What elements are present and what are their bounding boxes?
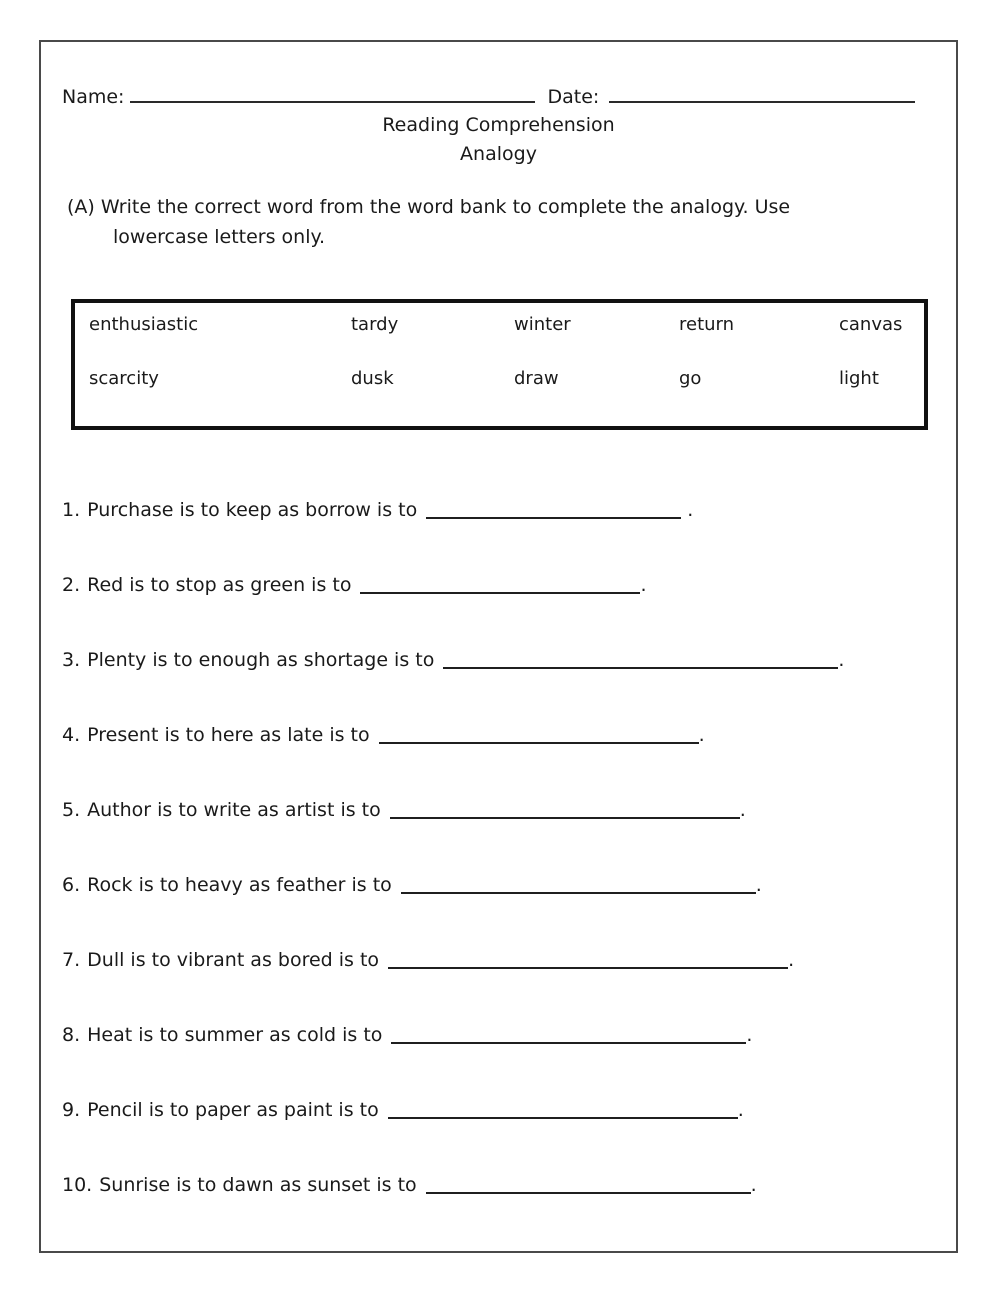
date-label: Date: — [547, 86, 600, 108]
word-bank-word: draw — [514, 368, 559, 389]
word-bank-word: return — [679, 314, 735, 335]
question-period: . — [746, 1024, 753, 1046]
question-row-3 — [62, 649, 946, 671]
word-bank-word: winter — [514, 314, 571, 335]
question-row-5 — [62, 799, 946, 821]
question-number: 5. — [62, 799, 81, 821]
question-row-1 — [62, 499, 946, 521]
instructions-line-1: (A) Write the correct word from the word bank to complete the analogy. Use — [67, 196, 791, 218]
question-period: . — [640, 574, 647, 596]
answer-blank-10[interactable] — [426, 1182, 751, 1194]
answer-blank-8[interactable] — [391, 1032, 746, 1044]
question-text: Rock is to heavy as feather is to — [87, 874, 392, 896]
question-text: Author is to write as artist is to — [87, 799, 381, 821]
answer-blank-1[interactable] — [426, 507, 681, 519]
question-period: . — [750, 1174, 757, 1196]
question-row-8 — [62, 1024, 946, 1046]
answer-blank-7[interactable] — [388, 957, 788, 969]
question-text: Heat is to summer as cold is to — [87, 1024, 383, 1046]
question-text: Dull is to vibrant as bored is to — [87, 949, 380, 971]
worksheet-page — [39, 40, 958, 1253]
question-number: 8. — [62, 1024, 81, 1046]
question-period: . — [737, 1099, 744, 1121]
answer-blank-2[interactable] — [360, 582, 640, 594]
word-bank-word: tardy — [351, 314, 399, 335]
question-number: 2. — [62, 574, 81, 596]
question-number: 3. — [62, 649, 81, 671]
title-block — [41, 111, 956, 169]
question-number: 6. — [62, 874, 81, 896]
question-row-10 — [62, 1174, 946, 1196]
question-period: . — [698, 724, 705, 746]
name-input-line[interactable] — [130, 91, 535, 103]
question-row-2 — [62, 574, 946, 596]
word-bank-word: canvas — [839, 314, 903, 335]
question-number: 9. — [62, 1099, 81, 1121]
answer-blank-4[interactable] — [379, 732, 699, 744]
answer-blank-6[interactable] — [401, 882, 756, 894]
word-bank-word: light — [839, 368, 879, 389]
question-row-9 — [62, 1099, 946, 1121]
answer-blank-9[interactable] — [388, 1107, 738, 1119]
questions-list — [62, 499, 946, 1196]
header-row — [62, 86, 935, 108]
word-bank-word: dusk — [351, 368, 394, 389]
word-bank-word: enthusiastic — [89, 314, 199, 335]
word-bank-word: scarcity — [89, 368, 159, 389]
question-row-4 — [62, 724, 946, 746]
question-text: Pencil is to paper as paint is to — [87, 1099, 379, 1121]
question-period: . — [739, 799, 746, 821]
question-text: Sunrise is to dawn as sunset is to — [99, 1174, 417, 1196]
question-text: Red is to stop as green is to — [87, 574, 352, 596]
word-bank — [71, 299, 928, 430]
name-label: Name: — [62, 86, 125, 108]
instructions — [67, 192, 790, 252]
question-text: Plenty is to enough as shortage is to — [87, 649, 435, 671]
question-period: . — [788, 949, 795, 971]
question-number: 4. — [62, 724, 81, 746]
question-text: Present is to here as late is to — [87, 724, 370, 746]
question-number: 1. — [62, 499, 81, 521]
question-number: 7. — [62, 949, 81, 971]
date-input-line[interactable] — [609, 91, 915, 103]
question-period: . — [838, 649, 845, 671]
instructions-line-2: lowercase letters only. — [113, 226, 326, 248]
answer-blank-5[interactable] — [390, 807, 740, 819]
question-number: 10. — [62, 1174, 93, 1196]
word-bank-word: go — [679, 368, 702, 389]
question-period: . — [681, 499, 694, 521]
question-row-6 — [62, 874, 946, 896]
worksheet-subtitle: Analogy — [460, 143, 537, 165]
worksheet-title: Reading Comprehension — [382, 114, 615, 136]
question-period: . — [755, 874, 762, 896]
question-row-7 — [62, 949, 946, 971]
answer-blank-3[interactable] — [443, 657, 838, 669]
question-text: Purchase is to keep as borrow is to — [87, 499, 418, 521]
